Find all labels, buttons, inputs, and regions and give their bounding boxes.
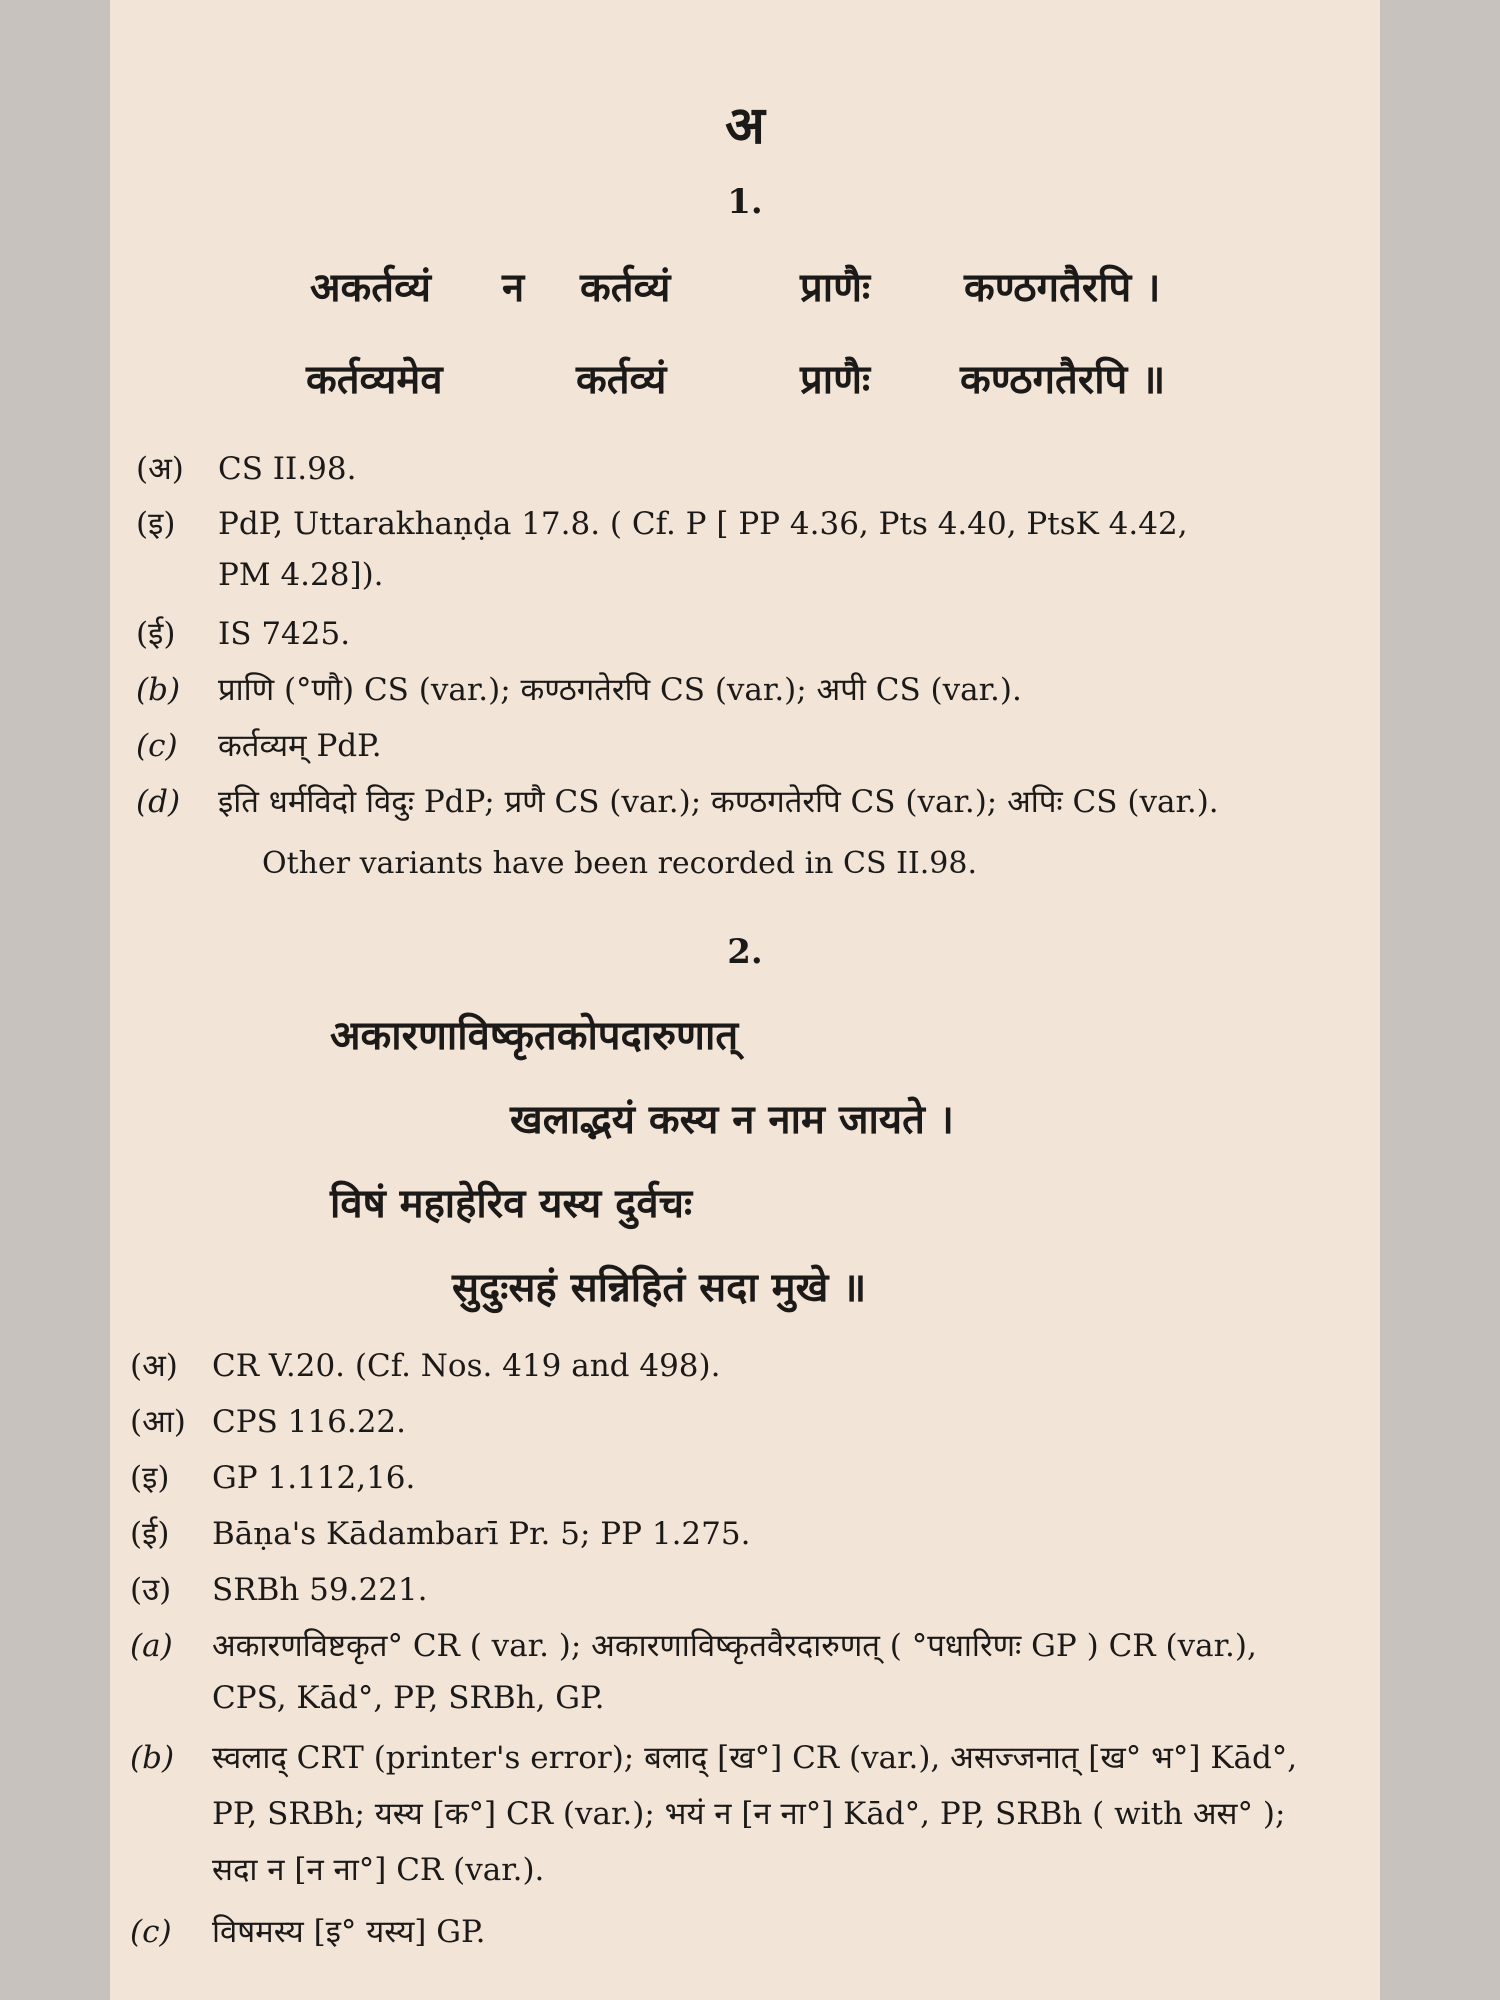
- reference-text: PP, SRBh; यस्य [क°] CR (var.); भयं न [न ना°] Kād°, PP, SRBh ( with अस° );: [212, 1796, 1286, 1832]
- reference-text: PM 4.28]).: [218, 557, 384, 593]
- book-page: [110, 0, 1380, 2000]
- verse-word: कर्तव्यं: [580, 264, 671, 311]
- reference-tag: (b): [136, 672, 181, 708]
- reference-line: [130, 1400, 406, 1442]
- reference-tag: (c): [130, 1914, 172, 1950]
- reference-line: [130, 1624, 1257, 1666]
- reference-text: PdP, Uttarakhaṇḍa 17.8. ( Cf. P [ PP 4.36, Pts 4.40, PtsK 4.42,: [218, 506, 1188, 542]
- reference-line: [136, 502, 1188, 544]
- verse-line: अकारणाविष्कृतकोपदारुणात्: [330, 1012, 739, 1059]
- reference-tag: (ई): [130, 1516, 170, 1552]
- section-heading: अ: [725, 95, 765, 156]
- reference-line: [136, 668, 1022, 710]
- reference-tag: (इ): [130, 1460, 170, 1496]
- reference-tag: (a): [130, 1628, 173, 1664]
- reference-text: प्राणि (°णौ) CS (var.); कण्ठगतेरपि CS (var.); अपी CS (var.).: [218, 672, 1022, 708]
- reference-text: CR V.20. (Cf. Nos. 419 and 498).: [212, 1348, 721, 1384]
- bleed-through-shadow: [110, 38, 1380, 68]
- reference-text: SRBh 59.221.: [212, 1572, 428, 1608]
- verse-word: न: [502, 264, 525, 311]
- reference-text: GP 1.112,16.: [212, 1460, 416, 1496]
- reference-text: सदा न [न ना°] CR (var.).: [212, 1852, 545, 1888]
- reference-text: स्वलाद् CRT (printer's error); बलाद् [ख°] CR (var.), असज्जनात् [ख° भ°] Kād°,: [212, 1740, 1298, 1776]
- verse-word: कण्ठगतैरपि ।: [964, 264, 1161, 311]
- reference-text: अकारणविष्टकृत° CR ( var. ); अकारणाविष्कृतवैरदारुणत् ( °पधारिणः GP ) CR (var.),: [212, 1628, 1257, 1664]
- reference-tag: (अ): [130, 1348, 178, 1384]
- reference-line: [136, 612, 350, 654]
- reference-text: CS II.98.: [218, 451, 357, 487]
- reference-text: CPS, Kād°, PP, SRBh, GP.: [212, 1680, 605, 1716]
- reference-text: IS 7425.: [218, 616, 351, 652]
- reference-text: कर्तव्यम् PdP.: [218, 728, 382, 764]
- reference-line: [130, 1910, 485, 1952]
- reference-tag: (c): [136, 728, 178, 764]
- verse-word: अकर्तव्यं: [310, 264, 431, 311]
- reference-tag: (d): [136, 784, 181, 820]
- verse-word: कर्तव्यं: [576, 356, 667, 403]
- reference-line: [130, 1736, 1297, 1778]
- reference-tag: (अ): [136, 451, 184, 487]
- reference-line: [130, 1848, 544, 1890]
- entry-2-number: 2.: [727, 932, 763, 972]
- reference-line: [130, 1568, 428, 1610]
- reference-line: [130, 1680, 604, 1716]
- verse-line: सुदुःसहं सन्निहितं सदा मुखे ॥: [452, 1264, 867, 1311]
- entry-1-number: 1.: [727, 182, 763, 222]
- verse-word: प्राणैः: [800, 264, 871, 311]
- reference-line: [136, 557, 384, 593]
- reference-line: [130, 1512, 750, 1554]
- reference-line: [136, 724, 382, 766]
- reference-text: Bāṇa's Kādambarī Pr. 5; PP 1.275.: [212, 1516, 751, 1552]
- verse-word: प्राणैः: [800, 356, 871, 403]
- reference-line: [136, 780, 1219, 822]
- verse-word: कण्ठगतैरपि ॥: [960, 356, 1166, 403]
- verse-word: कर्तव्यमेव: [306, 356, 443, 403]
- reference-tag: (b): [130, 1740, 175, 1776]
- reference-text: CPS 116.22.: [212, 1404, 406, 1440]
- reference-tag: (उ): [130, 1572, 172, 1608]
- reference-text: विषमस्य [इ° यस्य] GP.: [212, 1914, 486, 1950]
- verse-line: विषं महाहेरिव यस्य दुर्वचः: [330, 1180, 693, 1227]
- reference-text: इति धर्मविदो विदुः PdP; प्रणै CS (var.); कण्ठगतेरपि CS (var.); अपिः CS (var.).: [218, 784, 1219, 820]
- reference-line: [130, 1456, 415, 1498]
- reference-line: [136, 447, 356, 489]
- verse-line: खलाद्भयं कस्य न नाम जायते ।: [510, 1096, 954, 1143]
- entry-1-note: Other variants have been recorded in CS II.98.: [262, 846, 978, 881]
- reference-tag: (आ): [130, 1404, 186, 1440]
- reference-tag: (इ): [136, 506, 176, 542]
- reference-tag: (ई): [136, 616, 176, 652]
- reference-line: [130, 1792, 1285, 1834]
- reference-line: [130, 1344, 720, 1386]
